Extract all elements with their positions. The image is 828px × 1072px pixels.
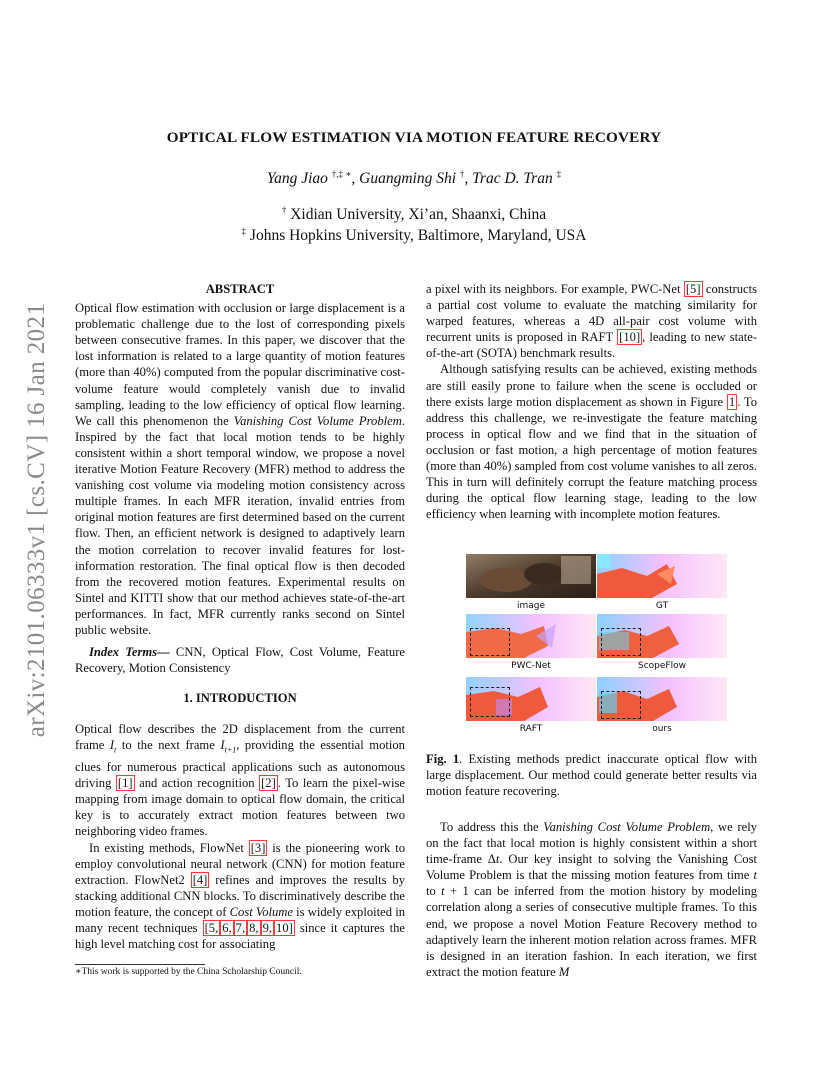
author-2: , Guangming Shi [351, 170, 457, 188]
abstract-heading: ABSTRACT [205, 282, 275, 296]
author-1: Yang Jiao [266, 170, 328, 188]
citation-link[interactable]: 9, [262, 920, 273, 935]
intro-paragraph-1: Optical flow describes the 2D displacement from the current frame $I_t$ to the next frame $I_{t+1}$, providing the essential motion clues for numerous practical applications such as autonomous driving [1] and action recognition [2] . To learn the pixel-wise mapping from image domain to optical flow domain, the critical key is to accurately extract motion features between two neighboring video frames. [75, 722, 405, 839]
citation-link[interactable]: [2] [261, 776, 276, 791]
figure-1 [464, 554, 754, 736]
intro-paragraph-2: In existing methods, FlowNet [3] is the pioneering work to employ convolutional neural network (CNN) for motion feature extraction. FlowNet2 [4] refines and improves the results by stacking additional CNN blocks. To discriminatively describe the motion feature, the concept of Cost Volume is widely exploited in many recent techniques [5, 6, 7, 8, 9, 10] since it captures the high level matching cost for associating [75, 840, 406, 952]
left-column [75, 281, 405, 952]
citation-link[interactable]: [10] [619, 330, 641, 345]
author-list: Yang Jiao †,‡ ∗, Guangming Shi †, Trac D. Tran ‡ [266, 169, 562, 188]
footnote-rule [75, 964, 205, 965]
citation-link[interactable]: 7, [235, 920, 246, 935]
gt-panel [597, 554, 727, 598]
citation-link[interactable]: [4] [192, 872, 208, 887]
affiliation-1: † Xidian University, Xi’an, Shaanxi, China [281, 205, 547, 224]
label-gt: GT [655, 601, 669, 611]
index-terms: Index Terms— CNN, Optical Flow, Cost Volume, Feature Recovery, Motion Consistency [75, 645, 405, 676]
citation-link[interactable]: 6, [222, 920, 232, 935]
arxiv-sidebar [12, 260, 62, 780]
abstract-text: Optical flow estimation with occlusion or large displacement is a problematic challenge due to the lost of corresponding pixels between consecutive frames. In this paper, we discover that the lost information is related to a large quantity of motion features (more than 40%) computed from the popular discriminative cost-volume feature would completely vanish due to invalid sampling, leading to the low efficiency of optical flow learning. We call this phenomenon the Vanishing Cost Volume Problem. Inspired by the fact that local motion tends to be highly consistent within a short temporal window, we propose a novel iterative Motion Feature Recovery (MFR) method to address the vanishing cost volume via modeling motion consistency across multiple frames. In each MFR iteration, invalid entries from original motion features are first determined based on the current flow. Then, an efficient network is designed to adaptively learn the motion correlation to recover invalid features for lost-information restoration. The final optical flow is then decoded from the recovered motion features. Experimental results on Sintel and KITTI show that our method achieves state-of-the-art performances. In fact, MFR currently ranks second on Sintel public website. [75, 301, 405, 637]
citation-link[interactable]: [5, [204, 920, 219, 935]
label-scopeflow: ScopeFlow [638, 661, 686, 671]
label-pwcnet: PWC-Net [511, 661, 551, 671]
image-panel [466, 554, 596, 598]
citation-link[interactable]: 10] [276, 920, 293, 935]
citation-link[interactable]: [3] [250, 840, 266, 855]
scopeflow-panel [597, 614, 727, 658]
right-paragraph-1: a pixel with its neighbors. For example, PWC-Net [5] constructs a partial cost volume to evaluate the matching similarity for warped features, whereas a 4D all-pair cost volume with recurrent units is proposed in RAFT [10] , leading to new state-of-the-art (SOTA) benchmark results. [426, 282, 757, 361]
citation-link[interactable]: [1] [117, 776, 133, 791]
paper-title: OPTICAL FLOW ESTIMATION VIA MOTION FEATURE RECOVERY [166, 129, 662, 146]
affiliation-2: ‡ Johns Hopkins University, Baltimore, Maryland, USA [241, 226, 587, 245]
pwcnet-panel [466, 614, 596, 658]
figure-caption: Fig. 1. Existing methods predict inaccurate optical flow with large displacement. Our method could generate better results via motion feature recovering. [426, 752, 757, 799]
right-paragraph-2: Although satisfying results can be achieved, existing methods are still easily prone to failure when the scene is occluded or there exists large motion displacement as shown in Figure 1 . To address this challenge, we re-investigate the feature matching process in optical flow and we find that in the situation of occlusion or fast motion, a high percentage of motion features (more than 40%) sampled from cost volume vanishes to all zeros. This in turn will definitely corrupt the feature matching process during the optical flow learning stage, leading to the low efficiency when learning with incomplete motion features. [426, 362, 757, 522]
footnote: ∗This work is supported by the China Scholarship Council. [75, 967, 302, 977]
citation-link[interactable]: 8, [249, 920, 259, 935]
label-image: image [516, 601, 546, 611]
citation-link[interactable]: [5] [685, 282, 701, 296]
ours-panel [597, 677, 727, 721]
intro-heading: 1. INTRODUCTION [183, 691, 297, 706]
right-paragraph-3: To address this the Vanishing Cost Volume Problem, we rely on the fact that local motion is highly consistent within a short time-frame Δt. Our key insight to solving the Vanishing Cost Volume Problem is that the missing motion features from time t to t + 1 can be inferred from the motion history by modeling correlation along a series of consecutive multiple frames. To this end, we propose a novel Motion Feature Recovery method to adaptively learn the inherent motion relation across frames. MFR is designed in an iteration fashion. In each iteration, we first extract the motion feature M [426, 820, 758, 979]
figure-link[interactable]: 1 [728, 394, 736, 409]
arxiv-identifier: arXiv:2101.06333v1 [cs.CV] 16 Jan 2021 [23, 302, 50, 738]
author-3: , Trac D. Tran [464, 170, 553, 188]
right-column-top [426, 281, 757, 522]
right-column-bottom [426, 819, 757, 980]
label-ours: ours [652, 724, 672, 734]
label-raft: RAFT [519, 724, 543, 734]
raft-panel [466, 677, 596, 721]
